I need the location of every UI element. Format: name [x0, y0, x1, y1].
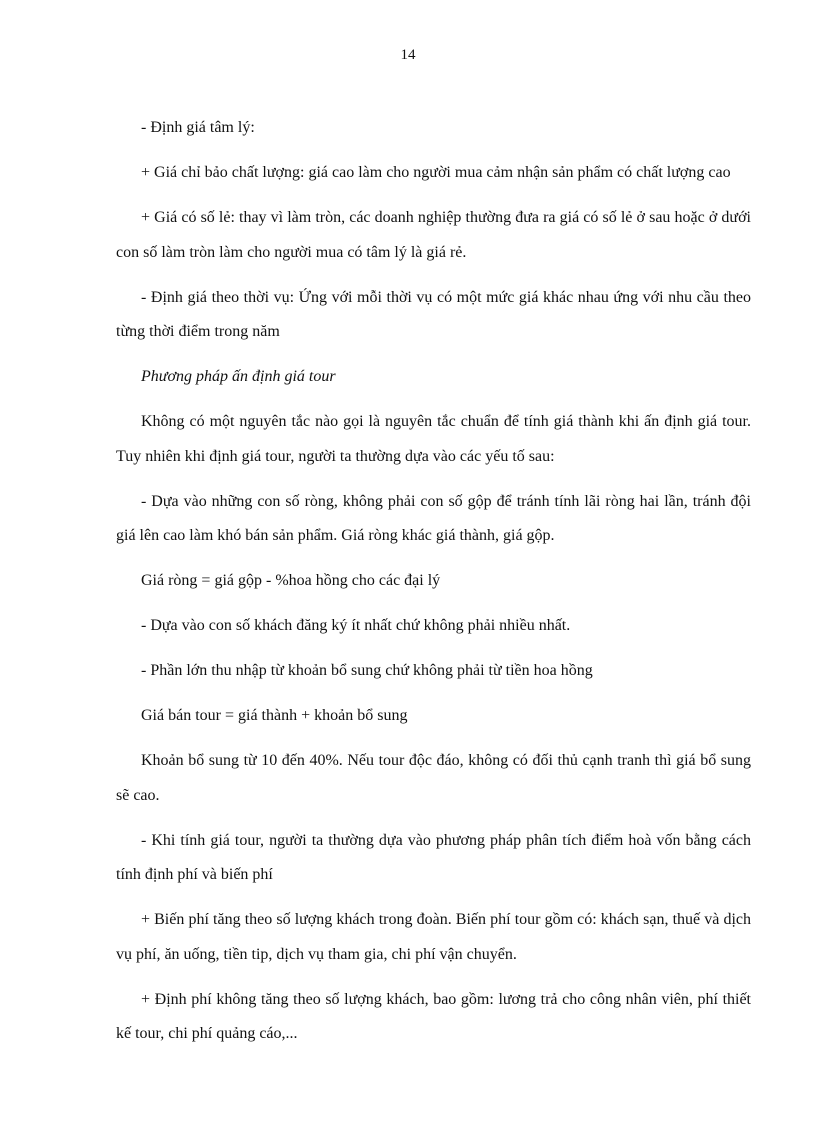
body-paragraph: Không có một nguyên tắc nào gọi là nguyên tắc chuẩn để tính giá thành khi ấn định giá tour. Tuy nhiên khi định giá tour, người ta thường dựa vào các yếu tố sau:: [116, 413, 751, 465]
body-paragraph: - Khi tính giá tour, người ta thường dựa vào phương pháp phân tích điểm hoà vốn bằng cách tính định phí và biến phí: [116, 831, 751, 883]
document-body: [116, 111, 751, 1062]
body-paragraph: Giá bán tour = giá thành + khoản bổ sung: [141, 707, 408, 724]
section-heading: Phương pháp ấn định giá tour: [141, 368, 336, 385]
body-paragraph: + Biến phí tăng theo số lượng khách trong đoàn. Biến phí tour gồm có: khách sạn, thuế và dịch vụ phí, ăn uống, tiền tip, dịch vụ tham gia, chi phí vận chuyển.: [116, 911, 751, 963]
body-paragraph: - Định giá tâm lý:: [141, 119, 255, 136]
body-paragraph: + Giá chỉ bảo chất lượng: giá cao làm cho người mua cảm nhận sản phẩm có chất lượng cao: [141, 164, 731, 181]
body-paragraph: Khoản bổ sung từ 10 đến 40%. Nếu tour độc đáo, không có đối thủ cạnh tranh thì giá bổ sung sẽ cao.: [116, 752, 751, 804]
body-paragraph: - Định giá theo thời vụ: Ứng với mỗi thời vụ có một mức giá khác nhau ứng với nhu cầu theo từng thời điểm trong năm: [116, 288, 751, 340]
body-paragraph: - Dựa vào những con số ròng, không phải con số gộp để tránh tính lãi ròng hai lần, tránh đội giá lên cao làm khó bán sản phẩm. Giá ròng khác giá thành, giá gộp.: [116, 492, 751, 544]
body-paragraph: Giá ròng = giá gộp - %hoa hồng cho các đại lý: [141, 572, 441, 589]
body-paragraph: - Phần lớn thu nhập từ khoản bổ sung chứ không phải từ tiền hoa hồng: [141, 662, 593, 679]
body-paragraph: - Dựa vào con số khách đăng ký ít nhất chứ không phải nhiều nhất.: [141, 617, 571, 634]
body-paragraph: + Giá có số lẻ: thay vì làm tròn, các doanh nghiệp thường đưa ra giá có số lẻ ở sau hoặc ở dưới con số làm tròn làm cho người mua có tâm lý là giá rẻ.: [116, 209, 751, 261]
page-number: 14: [400, 47, 416, 63]
body-paragraph: + Định phí không tăng theo số lượng khách, bao gồm: lương trả cho công nhân viên, phí thiết kế tour, chi phí quảng cáo,...: [116, 990, 751, 1042]
